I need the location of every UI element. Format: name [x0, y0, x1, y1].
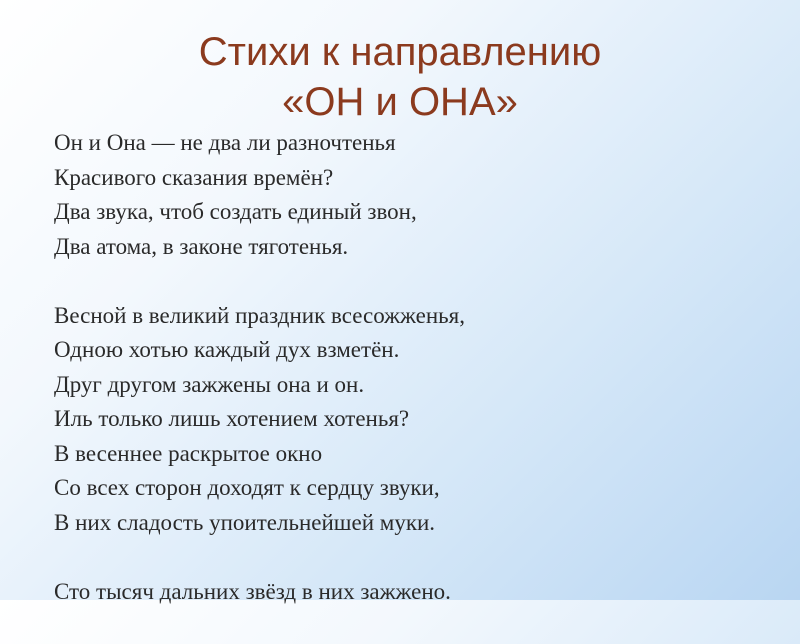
poem-line: Весной в великий праздник всесожженья,: [54, 302, 465, 328]
poem-line: Он и Она — не два ли разночтенья: [54, 130, 396, 155]
poem-text: [54, 126, 794, 644]
poem-line: Красивого сказания времён?: [54, 164, 334, 190]
poem-line: Друг другом зажжены она и он.: [54, 371, 365, 397]
stanza-2: [54, 299, 794, 541]
stanza-3: [54, 575, 794, 610]
poem-line: В них сладость упоительнейшей муки.: [54, 509, 436, 535]
stanza-1: [54, 126, 794, 264]
poem-line: Со всех сторон доходят к сердцу звуки,: [54, 475, 440, 500]
poem-line: Сто тысяч дальних звёзд в них зажжено.: [54, 578, 451, 604]
poem-line: Иль только лишь хотением хотенья?: [54, 406, 410, 431]
poem-line: Два звука, чтоб создать единый звон,: [54, 199, 417, 224]
title-line-1: Стихи к направлению: [198, 30, 602, 74]
poem-line: В весеннее раскрытое окно: [54, 440, 323, 466]
poem-line: Два атома, в законе тяготенья.: [54, 233, 349, 259]
poem-line: Одною хотью каждый дух взметён.: [54, 337, 400, 362]
slide-title: [0, 27, 800, 127]
title-line-2: «ОН и ОНА»: [282, 80, 518, 124]
